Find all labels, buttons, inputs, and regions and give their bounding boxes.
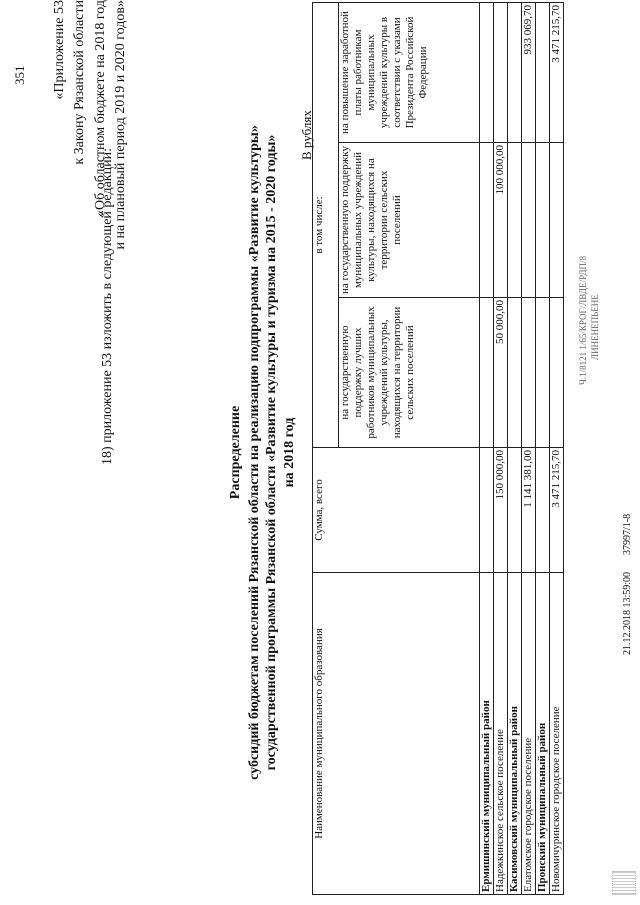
row-col1: [508, 298, 522, 448]
page-number: 351: [12, 65, 27, 85]
header-col2: на государственную поддержку муниципальных учреждений культуры, находящихся на территории сельских поселений: [339, 143, 480, 298]
barcode-mark: [612, 871, 636, 895]
appendix-line-1: «Приложение 53: [52, 0, 67, 100]
appendix-line-4: и на плановый период 2019 и 2020 годов»: [113, 0, 128, 250]
row-name: Надежкинское сельское поселение: [494, 573, 508, 895]
table-row: [522, 3, 536, 895]
units-label: В рублях: [299, 110, 314, 160]
row-total: [508, 448, 522, 573]
row-col2: [508, 143, 522, 298]
table-row: [536, 3, 550, 895]
appendix-line-3: «Об областном бюджете на 2018 год: [93, 0, 108, 217]
title-line-3: государственной программы Рязанской области «Развитие культуры и туризма на 2015 - 2020 годы»: [264, 134, 279, 771]
row-col2: 100 000,00: [494, 143, 508, 298]
row-name: Новомичуринское городское поселение: [550, 573, 564, 895]
row-col2: [522, 143, 536, 298]
stamp-line-2: ЛИНЕНЕПЬЕНЕ: [590, 294, 600, 360]
title-line-1: Распределение: [228, 405, 243, 500]
header-name: Наименование муниципального образования: [313, 573, 480, 895]
header-col1: на государственную поддержку лучших работников муниципальных учреждений культуры, находящихся на территории сельских поселений: [339, 298, 480, 448]
row-total: 150 000,00: [494, 448, 508, 573]
row-name: Елатомское городское поселение: [522, 573, 536, 895]
row-col1: 50 000,00: [494, 298, 508, 448]
row-total: [480, 448, 494, 573]
footer-code: 37997/1-8: [622, 513, 633, 555]
title-line-2: субсидий бюджетам поселений Рязанской области на реализацию подпрограммы «Развитие культуры»: [247, 125, 262, 780]
row-total: [536, 448, 550, 573]
appendix-line-2: к Закону Рязанской области: [72, 0, 87, 165]
row-total: 1 141 381,00: [522, 448, 536, 573]
row-col3: [494, 3, 508, 143]
row-col3: 3 471 215,70: [550, 3, 564, 143]
row-col2: [550, 143, 564, 298]
header-col3: на повышение заработной платы работникам муниципальных учреждений культуры в соответствии с указами Президента Российской Федерации: [339, 3, 480, 143]
subsidy-table: [312, 2, 564, 895]
row-name: Ермишинский муниципальный район: [480, 573, 494, 895]
row-col2: [480, 143, 494, 298]
row-col3: 933 069,70: [522, 3, 536, 143]
footer-timestamp: 21.12.2018 13:59:00: [622, 571, 633, 655]
row-col3: [536, 3, 550, 143]
row-col1: [536, 298, 550, 448]
row-col2: [536, 143, 550, 298]
title-line-4: на 2018 год: [282, 417, 297, 488]
row-col1: [480, 298, 494, 448]
row-total: 3 471 215,70: [550, 448, 564, 573]
intro-text: 18) приложение 53 изложить в следующей редакции:: [100, 148, 115, 465]
row-col3: [480, 3, 494, 143]
table-row: [508, 3, 522, 895]
table-row: [480, 3, 494, 895]
header-including: в том числе:: [313, 3, 339, 448]
row-name: Пронский муниципальный район: [536, 573, 550, 895]
row-col1: [550, 298, 564, 448]
table-body: [480, 3, 564, 895]
row-col3: [508, 3, 522, 143]
table-row: [494, 3, 508, 895]
stamp-line-1: Ч.1/8121 1/65/КРОГ/ЛВДЕ/РДП/8: [578, 255, 588, 385]
row-col1: [522, 298, 536, 448]
row-name: Касимовский муниципальный район: [508, 573, 522, 895]
header-total: Сумма, всего: [313, 448, 480, 573]
table-row: [550, 3, 564, 895]
